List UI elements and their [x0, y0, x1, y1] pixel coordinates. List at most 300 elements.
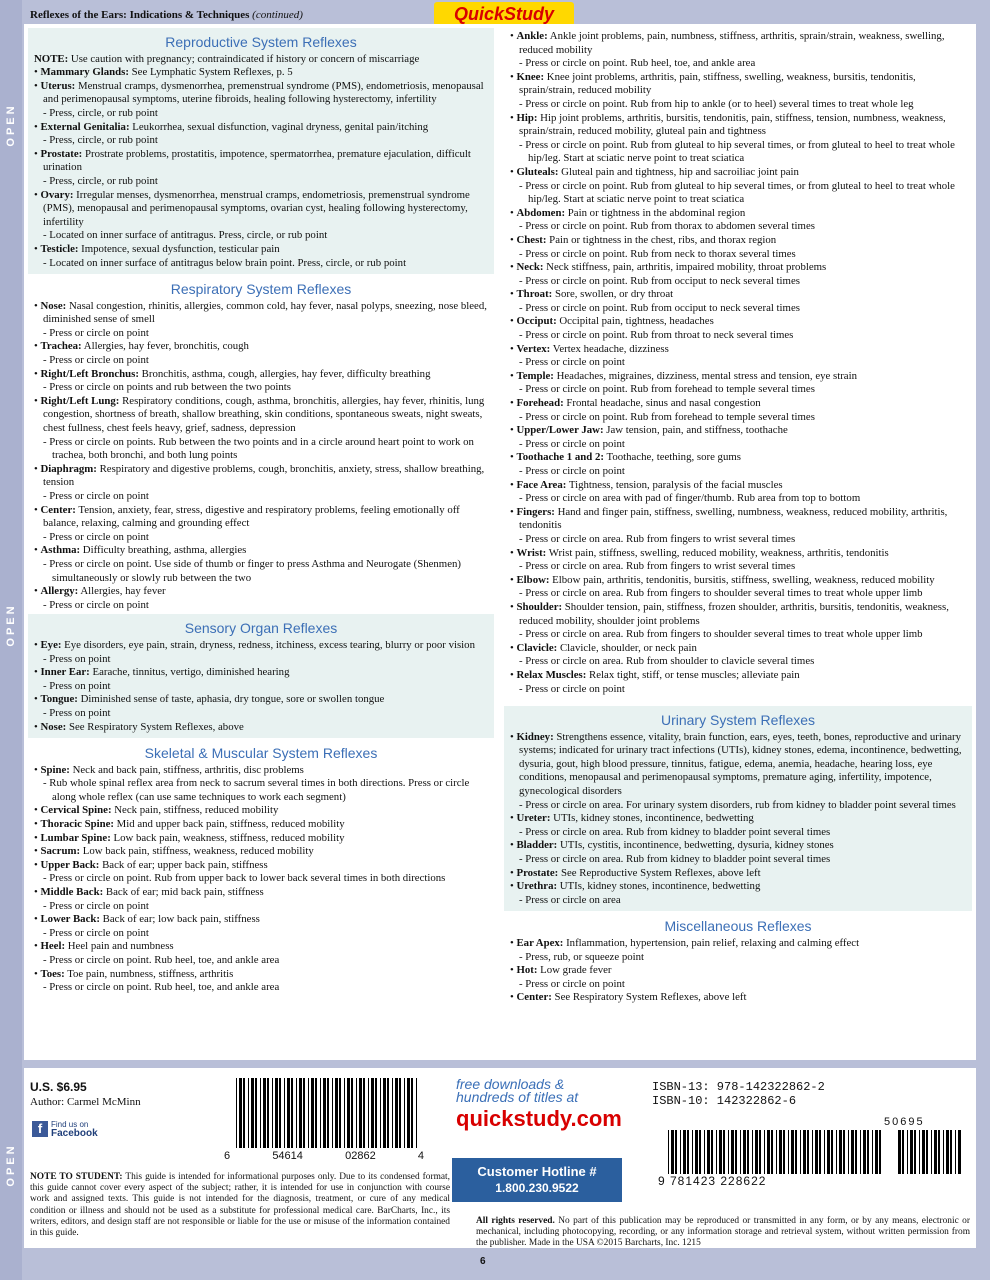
- barcode-bar: [922, 1130, 925, 1174]
- barcode-bar: [848, 1130, 849, 1174]
- barcode-bar: [251, 1078, 254, 1148]
- item-text: Vertex headache, dizziness: [550, 342, 669, 355]
- item-technique: [510, 978, 966, 992]
- isbn-block: [652, 1080, 825, 1108]
- item-technique: [510, 465, 966, 479]
- joints-section: [504, 28, 972, 698]
- item-technique: [34, 327, 488, 341]
- left-column: [28, 28, 494, 997]
- section-title: Urinary System Reflexes: [660, 712, 816, 729]
- bullet-icon: •: [34, 340, 41, 353]
- dash-icon: -: [519, 560, 526, 573]
- item-technique: [34, 777, 488, 804]
- item-technique: [34, 558, 488, 585]
- item-text: Low back pain, stiffness, weakness, reduced mobility: [80, 845, 314, 858]
- barcode-bar: [392, 1078, 393, 1148]
- dash-icon: -: [43, 706, 50, 719]
- barcode-bar: [914, 1130, 916, 1174]
- item-name: Elbow:: [516, 573, 550, 586]
- list-item: [34, 886, 488, 900]
- technique-text: Press or circle on point. Rub from occiput to neck several times: [525, 301, 800, 314]
- list-item: [510, 424, 966, 438]
- promo-text: [456, 1078, 626, 1104]
- note-text: Use caution with pregnancy; contraindicated if history or concern of miscarriage: [68, 52, 420, 65]
- barcode-bar: [359, 1078, 362, 1148]
- barcode-bar: [752, 1130, 753, 1174]
- bullet-icon: •: [34, 967, 41, 980]
- item-name: Face Area:: [516, 478, 567, 491]
- upc-digits: [224, 1150, 424, 1162]
- list-item: [510, 370, 966, 384]
- technique-text: Press or circle on area. Rub from fingers to wrist several times: [525, 532, 796, 545]
- facebook-link[interactable]: [32, 1120, 98, 1138]
- list-item: [510, 669, 966, 683]
- item-text: See Reproductive System Reflexes, above left: [558, 866, 761, 879]
- item-text: Jaw tension, pain, and stiffness, toothache: [603, 424, 788, 437]
- dash-icon: -: [43, 557, 50, 570]
- technique-text: Press or circle on point: [525, 356, 625, 369]
- barcode-bar: [819, 1130, 821, 1174]
- dash-icon: -: [43, 899, 50, 912]
- item-technique: [34, 900, 488, 914]
- bullet-icon: •: [34, 845, 41, 858]
- barcode-bar: [931, 1130, 932, 1174]
- item-list: [34, 764, 488, 995]
- technique-text: Press or circle on area. Rub from fingers to shoulder several times to treat whole upper limb: [525, 587, 923, 600]
- item-technique: [510, 951, 966, 965]
- item-technique: [510, 356, 966, 370]
- rights-label: All rights reserved.: [476, 1216, 555, 1226]
- barcode-bar: [236, 1078, 237, 1148]
- item-name: Knee:: [516, 70, 545, 83]
- bullet-icon: •: [510, 261, 517, 274]
- list-item: [510, 642, 966, 656]
- dash-icon: -: [43, 354, 50, 367]
- list-item: [510, 506, 966, 533]
- item-text: Elbow pain, arthritis, tendonitis, bursitis, stiffness, swelling, weakness, reduced mobility: [549, 573, 935, 586]
- dash-icon: -: [519, 97, 526, 110]
- bullet-icon: •: [34, 66, 41, 79]
- barcode-bar: [387, 1078, 389, 1148]
- barcode-bar: [267, 1078, 269, 1148]
- item-name: Vertex:: [516, 342, 551, 355]
- respiratory-section: [28, 277, 494, 614]
- bullet-icon: •: [510, 730, 517, 743]
- item-text: Relax tight, stiff, or tense muscles; alleviate pain: [586, 668, 800, 681]
- bullet-icon: •: [510, 233, 517, 246]
- item-technique: [34, 531, 488, 545]
- list-item: [34, 66, 488, 80]
- barcode-bar: [843, 1130, 845, 1174]
- list-item: [34, 585, 488, 599]
- list-item: [34, 243, 488, 257]
- barcode-bar: [279, 1078, 281, 1148]
- brand-logo: QuickStudy: [434, 2, 574, 26]
- technique-text: Press or circle on point: [49, 354, 149, 367]
- barcode-bar: [347, 1078, 350, 1148]
- item-name: Forehead:: [516, 397, 564, 410]
- list-item: [510, 397, 966, 411]
- barcode-bar: [879, 1130, 881, 1174]
- technique-text: Press or circle on point. Rub from thorax to abdomen several times: [525, 220, 815, 233]
- barcode-bar: [723, 1130, 725, 1174]
- technique-text: Press or circle on area. Rub from shoulder to clavicle several times: [525, 655, 815, 668]
- item-name: Chest:: [516, 233, 547, 246]
- barcode-bar: [303, 1078, 305, 1148]
- item-technique: [34, 257, 488, 271]
- dash-icon: -: [519, 301, 526, 314]
- sensory-section: [28, 614, 494, 738]
- item-text: Prostrate problems, prostatitis, impotence, spermatorrhea, premature ejaculation, difficult urination: [43, 147, 471, 174]
- list-item: [34, 504, 488, 531]
- bullet-icon: •: [34, 188, 41, 201]
- item-technique: [34, 354, 488, 368]
- item-technique: [510, 248, 966, 262]
- technique-text: Press or circle on point: [525, 437, 625, 450]
- list-item: [510, 112, 966, 139]
- barcode-bar: [938, 1130, 940, 1174]
- barcode-bar: [860, 1130, 861, 1174]
- side-strip: [0, 0, 22, 1280]
- bullet-icon: •: [510, 812, 517, 825]
- price-code: 50695: [884, 1116, 925, 1128]
- barcode-bar: [404, 1078, 405, 1148]
- technique-text: Press or circle on area with pad of finger/thumb. Rub area from top to bottom: [525, 492, 861, 505]
- item-name: Upper Back:: [40, 858, 100, 871]
- list-item: [510, 30, 966, 57]
- barcode-bar: [675, 1130, 677, 1174]
- item-text: See Respiratory System Reflexes, above: [66, 720, 244, 733]
- dash-icon: -: [519, 950, 526, 963]
- bullet-icon: •: [34, 394, 41, 407]
- item-text: Tightness, tension, paralysis of the facial muscles: [566, 478, 783, 491]
- item-name: Hip:: [516, 111, 538, 124]
- dash-icon: -: [519, 798, 526, 811]
- item-name: Nose:: [40, 299, 67, 312]
- bullet-icon: •: [510, 288, 517, 301]
- technique-text: Press or circle on area. Rub from kidney to bladder point several times: [525, 853, 831, 866]
- technique-text: Press or circle on area. Rub from fingers to shoulder several times to treat whole upper limb: [525, 628, 923, 641]
- barcode-bar: [803, 1130, 806, 1174]
- barcode-bar: [827, 1130, 830, 1174]
- technique-text: Press or circle on point. Rub from hip to ankle (or to heel) several times to treat whole leg: [525, 97, 914, 110]
- bullet-icon: •: [34, 585, 41, 598]
- technique-text: Press or circle on point: [525, 682, 625, 695]
- item-technique: [510, 329, 966, 343]
- header-title-text: Reflexes of the Ears: Indications & Techniques: [30, 9, 250, 21]
- barcode-bar: [395, 1078, 398, 1148]
- item-name: Allergy:: [40, 585, 79, 598]
- rights-notice: [476, 1216, 970, 1250]
- item-name: Temple:: [516, 369, 554, 382]
- item-text: Low grade fever: [537, 964, 612, 977]
- item-text: Back of ear; upper back pain, stiffness: [99, 858, 268, 871]
- item-text: UTIs, kidney stones, incontinence, bedwetting: [557, 880, 761, 893]
- item-technique: [510, 98, 966, 112]
- dash-icon: -: [519, 492, 526, 505]
- side-tab-label: OPEN: [5, 1143, 17, 1187]
- item-technique: [510, 826, 966, 840]
- bullet-icon: •: [510, 342, 517, 355]
- list-item: [34, 463, 488, 490]
- side-tab: [2, 1100, 20, 1230]
- technique-text: Press or circle on point. Rub from gluteal to hip several times, or from gluteal to heel to treat whole hip/leg. Start at sciatic nerve point to treat sciatica: [525, 138, 955, 165]
- bullet-icon: •: [510, 866, 517, 879]
- item-list: [34, 639, 488, 734]
- item-text: Tension, anxiety, fear, stress, digestive and respiratory problems, feeling emotionally off balance, relaxing, calming and grounding effect: [43, 503, 460, 530]
- dash-icon: -: [519, 853, 526, 866]
- list-item: [34, 148, 488, 175]
- item-technique: [34, 490, 488, 504]
- bullet-icon: •: [510, 451, 517, 464]
- dash-icon: -: [43, 530, 50, 543]
- list-item: [510, 207, 966, 221]
- facebook-big: Facebook: [51, 1128, 98, 1139]
- bullet-icon: •: [510, 546, 517, 559]
- dash-icon: -: [519, 893, 526, 906]
- technique-text: Press, rub, or squeeze point: [525, 950, 645, 963]
- barcode-bar: [779, 1130, 782, 1174]
- list-item: [510, 261, 966, 275]
- bullet-icon: •: [34, 763, 41, 776]
- barcode-bar: [875, 1130, 878, 1174]
- list-item: [510, 937, 966, 951]
- barcode-bar: [907, 1130, 908, 1174]
- dash-icon: -: [519, 437, 526, 450]
- item-text: Toothache, teething, sore gums: [603, 451, 741, 464]
- bullet-icon: •: [510, 600, 517, 613]
- barcode-bar: [699, 1130, 701, 1174]
- technique-text: Press or circle on area. For urinary system disorders, rub from kidney to bladder point several times: [525, 798, 956, 811]
- author: Author: Carmel McMinn: [30, 1096, 141, 1108]
- item-technique: [510, 411, 966, 425]
- barcode-bar: [375, 1078, 377, 1148]
- bullet-icon: •: [510, 165, 517, 178]
- dash-icon: -: [43, 954, 50, 966]
- item-text: Clavicle, shoulder, or neck pain: [557, 641, 697, 654]
- item-technique: [34, 175, 488, 189]
- barcode-bar: [239, 1078, 242, 1148]
- item-text: Pain or tightness in the chest, ribs, and thorax region: [546, 233, 777, 246]
- dash-icon: -: [519, 587, 526, 600]
- item-name: Lower Back:: [40, 913, 100, 926]
- side-tab-label: OPEN: [5, 103, 17, 147]
- barcode-bar: [958, 1130, 961, 1174]
- upc-digit: 4: [417, 1150, 424, 1162]
- barcode-bar: [867, 1130, 869, 1174]
- item-name: Asthma:: [40, 544, 81, 557]
- item-technique: [510, 853, 966, 867]
- dash-icon: -: [519, 179, 526, 192]
- item-name: Hot:: [516, 964, 538, 977]
- hotline-label: Customer Hotline #: [477, 1164, 597, 1179]
- item-name: Prostate:: [516, 866, 559, 879]
- list-item: [510, 574, 966, 588]
- bullet-icon: •: [34, 940, 41, 953]
- promo-line: free downloads &: [456, 1076, 565, 1092]
- promo-site-link[interactable]: quickstudy.com: [456, 1106, 622, 1131]
- technique-text: Rub whole spinal reflex area from neck to sacrum several times in both directions. Press or circle along whole reflex (can use same techniques to work each segment): [49, 777, 470, 803]
- bullet-icon: •: [510, 505, 517, 518]
- hotline-number: 1.800.230.9522: [495, 1181, 579, 1195]
- list-item: [510, 812, 966, 826]
- barcode-bar: [296, 1078, 297, 1148]
- barcode-bar: [711, 1130, 713, 1174]
- technique-text: Press or circle on points and rub between the two points: [49, 381, 291, 394]
- list-item: [34, 832, 488, 846]
- barcode-bar: [943, 1130, 944, 1174]
- item-text: UTIs, kidney stones, incontinence, bedwetting: [550, 812, 754, 825]
- bullet-icon: •: [34, 858, 41, 871]
- barcode-bar: [320, 1078, 321, 1148]
- barcode-bar: [791, 1130, 794, 1174]
- item-text: Back of ear; mid back pain, stiffness: [103, 886, 264, 899]
- item-text: Allergies, hay fever: [78, 585, 166, 598]
- bullet-icon: •: [34, 666, 41, 679]
- bullet-icon: •: [510, 937, 517, 949]
- technique-text: Press or circle on point: [525, 465, 625, 477]
- barcode-bar: [863, 1130, 866, 1174]
- list-item: [510, 451, 966, 465]
- list-item: [34, 639, 488, 653]
- item-name: Clavicle:: [516, 641, 558, 654]
- item-text: UTIs, cystitis, incontinence, bedwetting, dysuria, kidney stones: [557, 839, 834, 852]
- barcode-bar: [368, 1078, 369, 1148]
- header: [24, 6, 980, 26]
- barcode-bar: [260, 1078, 261, 1148]
- section-title: Respiratory System Reflexes: [170, 281, 352, 298]
- technique-text: Located on inner surface of antitragus below brain point. Press, circle, or rub point: [49, 256, 407, 269]
- dash-icon: -: [43, 652, 50, 665]
- item-name: Toothache 1 and 2:: [516, 451, 604, 464]
- bullet-icon: •: [510, 315, 517, 328]
- dash-icon: -: [519, 329, 526, 342]
- list-item: [510, 867, 966, 881]
- item-name: Shoulder:: [516, 600, 563, 613]
- item-name: Uterus:: [40, 79, 76, 92]
- barcode-bar: [934, 1130, 937, 1174]
- item-name: Testicle:: [40, 242, 79, 255]
- item-text: Pain or tightness in the abdominal region: [565, 206, 746, 219]
- list-item: [34, 544, 488, 558]
- item-name: Trachea:: [40, 340, 82, 353]
- section-title: Reproductive System Reflexes: [165, 34, 357, 50]
- item-name: Wrist:: [516, 546, 547, 559]
- technique-text: Press, circle, or rub point: [49, 174, 158, 187]
- item-technique: [510, 220, 966, 234]
- item-text: Leukorrhea, sexual disfunction, vaginal dryness, genital pain/itching: [129, 120, 429, 133]
- list-item: [510, 839, 966, 853]
- bullet-icon: •: [34, 720, 41, 733]
- technique-text: Press or circle on area. Rub from fingers to wrist several times: [525, 560, 796, 573]
- list-item: [34, 340, 488, 354]
- barcode-bar: [764, 1130, 765, 1174]
- item-text: Strengthens essence, vitality, brain function, ears, eyes, teeth, bones, reproductive and urinary systems; indicated for urinary tract infections (UTIs), kidney stones, edema, incontinence, bedwetting, dysuria, gout, high blood pressure, tinnitus, fatigue, edema, anemia, headache, hearing loss, eye conditions, menopausal and perimenopausal symptoms, premature aging, infertility, impotence, gynecological disorders: [519, 730, 962, 798]
- item-name: External Genitalia:: [40, 120, 130, 133]
- barcode-bar: [872, 1130, 873, 1174]
- list-item: [34, 818, 488, 832]
- item-text: Inflammation, hypertension, pain relief, relaxing and calming effect: [563, 937, 860, 949]
- item-text: Respiratory conditions, cough, asthma, bronchitis, allergies, hay fever, rhinitis, lung congestion, shortness of breath, shallow breathing, skin conditions, spontaneous sweats, night sweats, chest fullness, chest feels heavy, grief, sadness, depression: [43, 394, 485, 435]
- item-list: [34, 300, 488, 613]
- bullet-icon: •: [510, 111, 517, 124]
- barcode-bar: [411, 1078, 413, 1148]
- item-text: Hip joint problems, arthritis, bursitis, tendonitis, pain, stiffness, tension, numbness, weakness, sprain/strain, reduced mobility, gluteal pain and tightness: [519, 111, 946, 138]
- item-name: Center:: [516, 991, 552, 1004]
- barcode-bar: [284, 1078, 285, 1148]
- dash-icon: -: [519, 220, 526, 233]
- barcode-bar: [735, 1130, 737, 1174]
- bullet-icon: •: [34, 147, 41, 160]
- dash-icon: -: [519, 465, 526, 477]
- item-technique: [34, 927, 488, 941]
- technique-text: Press or circle on point. Rub from forehead to temple several times: [525, 383, 815, 396]
- barcode-bar: [315, 1078, 317, 1148]
- bullet-icon: •: [34, 831, 41, 844]
- bullet-icon: •: [510, 369, 517, 382]
- item-name: Inner Ear:: [40, 666, 90, 679]
- item-name: Diaphragm:: [40, 462, 97, 475]
- bullet-icon: •: [510, 964, 517, 977]
- technique-text: Press or circle on point. Rub heel, toe, and ankle area: [49, 954, 280, 966]
- barcode-bar: [719, 1130, 722, 1174]
- barcode-bar: [335, 1078, 338, 1148]
- item-list: [510, 937, 966, 1005]
- bullet-icon: •: [510, 30, 517, 42]
- item-text: Respiratory and digestive problems, cough, bronchitis, anxiety, stress, shallow breathing, tension: [43, 462, 485, 489]
- item-list: [34, 66, 488, 270]
- bullet-icon: •: [34, 638, 41, 651]
- dash-icon: -: [43, 777, 50, 790]
- barcode-bar: [910, 1130, 913, 1174]
- dash-icon: -: [519, 682, 526, 695]
- item-text: Toe pain, numbness, stiffness, arthritis: [64, 967, 234, 980]
- bullet-icon: •: [34, 120, 41, 133]
- barcode-bar: [291, 1078, 293, 1148]
- bullet-icon: •: [34, 693, 41, 706]
- barcode-bar: [807, 1130, 809, 1174]
- barcode-bar: [416, 1078, 417, 1148]
- item-text: Back of ear; low back pain, stiffness: [99, 913, 260, 926]
- item-technique: [34, 436, 488, 463]
- dash-icon: -: [43, 326, 50, 339]
- item-name: Middle Back:: [40, 886, 104, 899]
- technique-text: Press or circle on area. Rub from kidney to bladder point several times: [525, 825, 831, 838]
- bullet-icon: •: [34, 913, 41, 926]
- barcode-bar: [287, 1078, 290, 1148]
- item-name: Ureter:: [516, 812, 551, 825]
- item-name: Mammary Glands:: [40, 66, 129, 79]
- technique-text: Press or circle on point: [49, 899, 149, 912]
- barcode-bar: [955, 1130, 956, 1174]
- item-text: Wrist pain, stiffness, swelling, reduced mobility, weakness, arthritis, tendonitis: [546, 546, 889, 559]
- dash-icon: -: [43, 926, 50, 939]
- barcode-bar: [263, 1078, 266, 1148]
- item-name: Toes:: [40, 967, 65, 980]
- item-name: Occiput:: [516, 315, 557, 328]
- barcode-bar: [815, 1130, 818, 1174]
- barcode-bar: [248, 1078, 249, 1148]
- urinary-section: [504, 706, 972, 911]
- item-technique: [34, 981, 488, 995]
- item-name: Neck:: [516, 261, 544, 274]
- list-item: [510, 547, 966, 561]
- list-item: [510, 288, 966, 302]
- barcode-bar: [275, 1078, 278, 1148]
- item-technique: [510, 587, 966, 601]
- item-technique: [510, 894, 966, 908]
- dash-icon: -: [43, 174, 50, 187]
